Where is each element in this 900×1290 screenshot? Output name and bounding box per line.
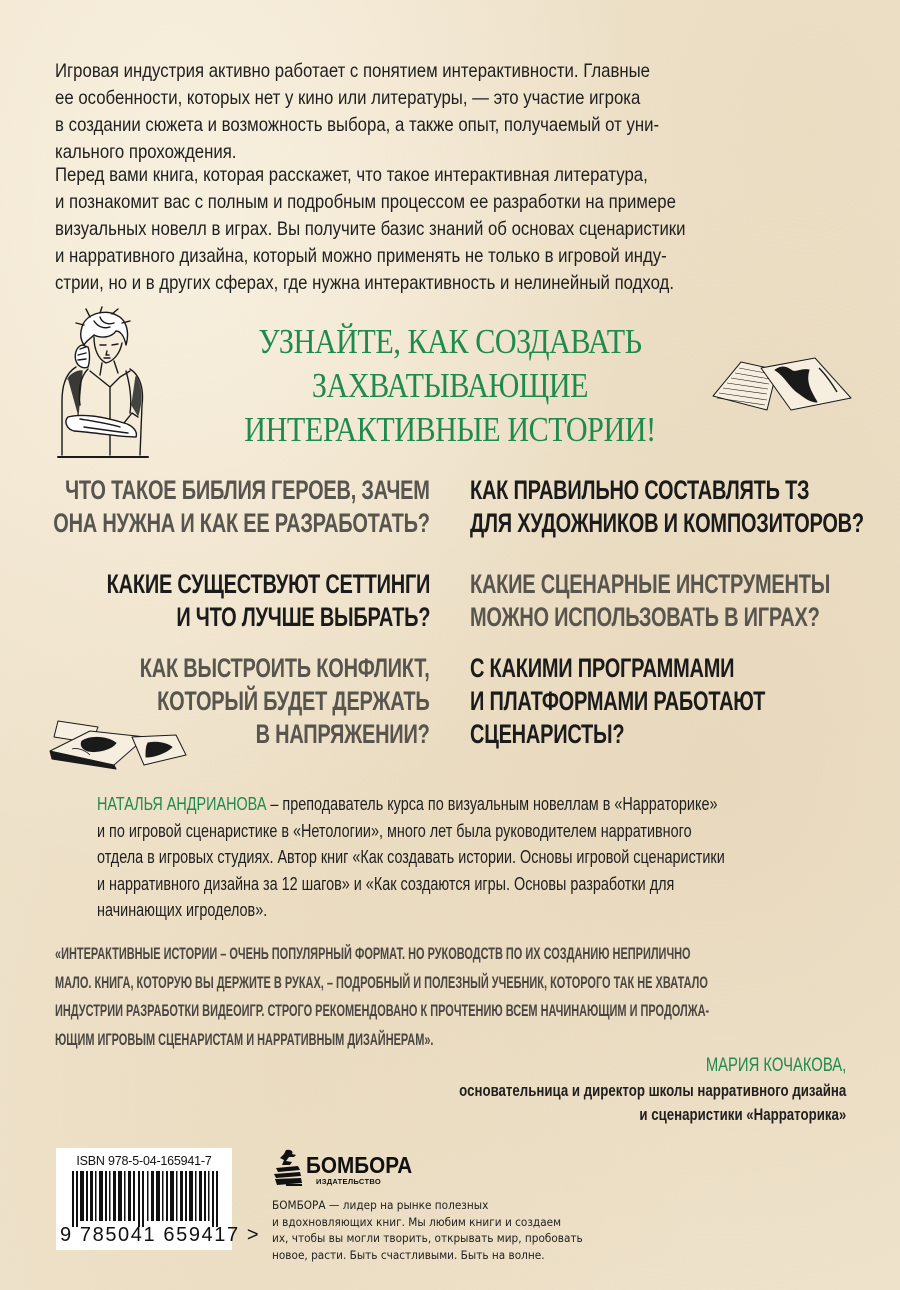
publisher-description-line: и вдохновляющих книг. Мы любим книги и создаем bbox=[272, 1215, 562, 1229]
question-line: ОНА НУЖНА И КАК ЕЕ РАЗРАБОТАТЬ? bbox=[53, 508, 430, 538]
author-bio-line: и нарративного дизайна за 12 шагов» и «Как создаются игры. Основы разработки для bbox=[97, 873, 675, 894]
headline-line: ЗАХВАТЫВАЮЩИЕ bbox=[311, 366, 589, 405]
barcode-bars-icon bbox=[72, 1171, 220, 1227]
thinking-character-illustration-icon bbox=[40, 305, 160, 460]
endorsement-quote bbox=[55, 940, 848, 1054]
publisher-logo bbox=[272, 1148, 603, 1188]
intro-p1-line: Игровая индустрия активно работает с понятием интерактивности. Главные bbox=[55, 60, 651, 82]
headline bbox=[200, 320, 700, 452]
question-settings bbox=[0, 568, 430, 634]
question-line: И ПЛАТФОРМАМИ РАБОТАЮТ bbox=[470, 686, 766, 716]
author-bio-text: – преподаватель курса по визуальным новеллам в «Нарраторике» bbox=[266, 794, 718, 814]
question-script-tools bbox=[470, 568, 900, 634]
question-line: ЧТО ТАКОЕ БИБЛИЯ ГЕРОЕВ, ЗАЧЕМ bbox=[65, 475, 430, 505]
publisher-description bbox=[272, 1198, 583, 1264]
question-line: КОТОРЫЙ БУДЕТ ДЕРЖАТЬ bbox=[157, 686, 430, 716]
publisher-name: БОМБОРА bbox=[306, 1152, 413, 1178]
author-bio-line: начинающих игроделов». bbox=[97, 900, 268, 920]
question-line: КАКИЕ СУЩЕСТВУЮТ СЕТТИНГИ bbox=[106, 569, 430, 599]
publisher-description-line: их, чтобы вы могли творить, открывать мир, пробовать bbox=[272, 1232, 583, 1245]
attribution-name: МАРИЯ КОЧАКОВА, bbox=[705, 1055, 846, 1076]
attribution-role-line: основательница и директор школы нарративного дизайна bbox=[458, 1081, 846, 1100]
intro-p2-line: стрии, но и в других сферах, где нужна интерактивность и нелинейный подход. bbox=[55, 272, 674, 294]
quote-line: ИНДУСТРИИ РАЗРАБОТКИ ВИДЕОИГР. СТРОГО РЕКОМЕНДОВАНО К ПРОЧТЕНИЮ ВСЕМ НАЧИНАЮЩИМ И ПРОДОЛЖА- bbox=[55, 1001, 710, 1020]
question-line: В НАПРЯЖЕНИИ? bbox=[256, 719, 430, 749]
publisher-description-line: новое, расти. Быть счастливыми. Быть на волне. bbox=[272, 1248, 545, 1262]
question-line: МОЖНО ИСПОЛЬЗОВАТЬ В ИГРАХ? bbox=[470, 602, 820, 632]
bombora-logo-mark-icon bbox=[272, 1148, 302, 1188]
author-bio-line: отдела в игровых студиях. Автор книг «Как создавать истории. Основы игровой сценаристики bbox=[97, 847, 725, 867]
question-line: ДЛЯ ХУДОЖНИКОВ И КОМПОЗИТОРОВ? bbox=[470, 508, 864, 538]
author-bio-line: и по игровой сценаристике в «Нетологии», много лет была руководителем нарративного bbox=[97, 820, 692, 841]
intro-paragraph-2 bbox=[55, 162, 844, 297]
headline-line: УЗНАЙТЕ, КАК СОЗДАВАТЬ bbox=[258, 322, 642, 361]
question-line: КАКИЕ СЦЕНАРНЫЕ ИНСТРУМЕНТЫ bbox=[470, 569, 831, 599]
intro-p1-line: в создании сюжета и возможность выбора, а также опыт, получаемый от уни- bbox=[55, 114, 660, 136]
publisher-subtitle: ИЗДАТЕЛЬСТВО bbox=[316, 1177, 381, 1186]
isbn-barcode bbox=[56, 1148, 261, 1250]
intro-p1-line: ее особенности, которых нет у кино или литературы, — это участие игрока bbox=[55, 87, 641, 109]
barcode-digits: 9 785041 659417 > bbox=[60, 1224, 261, 1246]
intro-p2-line: визуальных новелл в играх. Вы получите базис знаний об основах сценаристики bbox=[55, 218, 686, 240]
attribution-role-line: и сценаристики «Нарраторика» bbox=[639, 1105, 846, 1124]
author-bio-first-line bbox=[97, 791, 817, 818]
question-line: СЦЕНАРИСТЫ? bbox=[470, 719, 625, 749]
quote-line: МАЛО. КНИГА, КОТОРУЮ ВЫ ДЕРЖИТЕ В РУКАХ, – ПОДРОБНЫЙ И ПОЛЕЗНЫЙ УЧЕБНИК, КОТОРОГО ТАК НЕ ХВАТАЛО bbox=[55, 972, 708, 992]
publisher-block bbox=[272, 1148, 603, 1264]
question-heroes-bible bbox=[0, 474, 430, 540]
intro-p2-line: и нарративного дизайна, который можно применять не только в игровой инду- bbox=[55, 245, 667, 267]
author-bio bbox=[97, 791, 817, 924]
intro-p1-line: кального прохождения. bbox=[55, 141, 237, 163]
author-name: НАТАЛЬЯ АНДРИАНОВА bbox=[97, 794, 267, 814]
question-line: КАК ПРАВИЛЬНО СОСТАВЛЯТЬ ТЗ bbox=[470, 475, 810, 505]
headline-line: ИНТЕРАКТИВНЫЕ ИСТОРИИ! bbox=[244, 410, 656, 449]
scattered-cards-illustration-icon bbox=[42, 715, 192, 770]
question-programs-platforms bbox=[470, 652, 869, 751]
scattered-papers-illustration-icon bbox=[705, 352, 855, 414]
intro-p2-line: Перед вами книга, которая расскажет, что такое интерактивная литература, bbox=[55, 164, 648, 186]
quote-line: «ИНТЕРАКТИВНЫЕ ИСТОРИИ – ОЧЕНЬ ПОПУЛЯРНЫЙ ФОРМАТ. НО РУКОВОДСТВ ПО ИХ СОЗДАНИЮ НЕПРИЛИЧНО bbox=[55, 944, 691, 963]
publisher-description-line: БОМБОРА — лидер на рынке полезных bbox=[272, 1199, 489, 1212]
quote-attribution bbox=[350, 1053, 846, 1127]
isbn-label: ISBN 978-5-04-165941-7 bbox=[76, 1154, 212, 1168]
question-line: И ЧТО ЛУЧШЕ ВЫБРАТЬ? bbox=[176, 602, 430, 632]
question-line: КАК ВЫСТРОИТЬ КОНФЛИКТ, bbox=[140, 653, 430, 683]
question-technical-spec bbox=[470, 474, 900, 540]
question-line: С КАКИМИ ПРОГРАММАМИ bbox=[470, 653, 735, 683]
intro-paragraph-1 bbox=[55, 58, 844, 166]
intro-p2-line: и познакомит вас с полным и подробным процессом ее разработки на примере bbox=[55, 191, 676, 213]
quote-line: ЮЩИМ ИГРОВЫМ СЦЕНАРИСТАМ И НАРРАТИВНЫМ ДИЗАЙНЕРАМ». bbox=[55, 1029, 434, 1049]
